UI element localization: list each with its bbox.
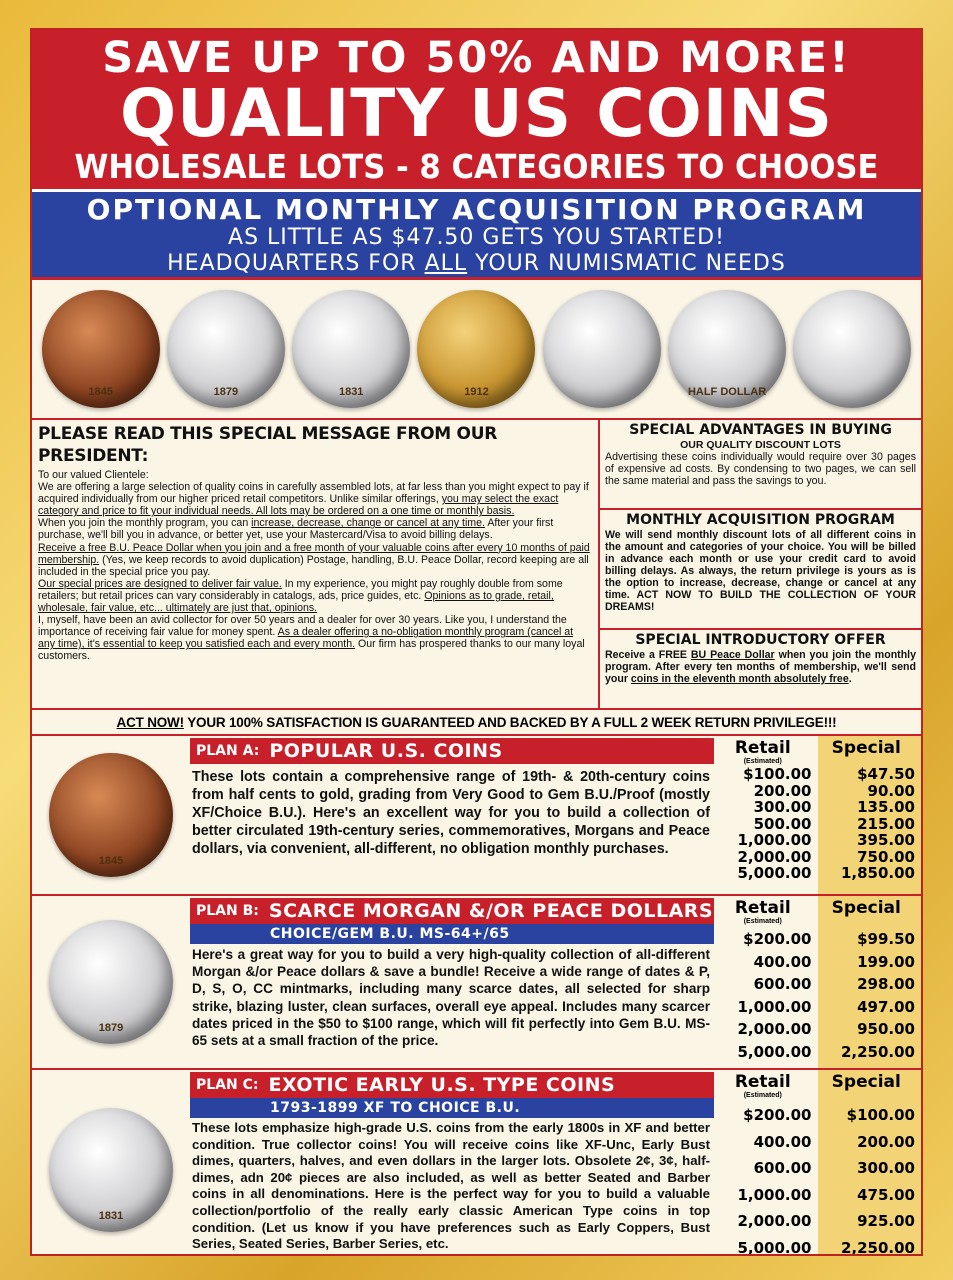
plan-c-retail-price: 400.00: [753, 1132, 812, 1151]
ad-page: [30, 28, 923, 1256]
plan-b-body: [190, 896, 714, 1068]
intro-offer-box: [600, 630, 921, 708]
plan-b: [32, 896, 921, 1070]
estimated-note: (Estimated): [743, 758, 782, 765]
plan-c-name: EXOTIC EARLY U.S. TYPE COINS: [268, 1074, 616, 1096]
plan-b-prices: [714, 896, 921, 1068]
half-cent-coin-image: 1845: [42, 290, 160, 408]
president-message: [32, 420, 600, 708]
plan-a-special-price: 90.00: [867, 781, 915, 800]
plan-b-retail-price: $200.00: [743, 930, 812, 948]
message-title: PLEASE READ THIS SPECIAL MESSAGE FROM OUR PRESIDENT:: [38, 424, 497, 466]
plan-b-special-price: 950.00: [857, 1020, 915, 1038]
plan-a-retail-price: 2,000.00: [737, 847, 812, 866]
monthly-title: MONTHLY ACQUISITION PROGRAM: [626, 512, 895, 528]
message-para-1: We are offering a large selection of quality coins in carefully assembled lots, at far less than you might expect to pay if acquired individually from our higher priced retail competitors. Unlike similar offerings, you may select the exact category and price to fit your individual needs. All lots may be ordered on a one time or monthly basis.: [38, 481, 589, 518]
message-para-4: Our special prices are designed to deliver fair value. In my experience, you might pay roughly double from some retailers; but retail prices can vary considerably in catalogs, ads, price guides, etc. Opinions as to grade, retail, wholesale, fair value, etc... ultimately are just that, opinions.: [38, 577, 563, 615]
plan-c-retail-column: [714, 1070, 818, 1256]
plan-a-description: These lots contain a comprehensive range of 19th- & 20th-century coins from half cents to gold, grading from Very Good to Gem B.U./Proof (mostly XF/Choice B.U.). Here's an excellent way for you to build a collection of better circulated 19th-century series, commemoratives, Morgans and Peace dollars, via convenient, all-different, no obligation monthly purchases.: [192, 769, 710, 857]
advantages-box: [600, 420, 921, 510]
plan-a-special-price: 215.00: [857, 814, 915, 833]
message-section: [32, 420, 921, 710]
program-price-line: AS LITTLE AS $47.50 GETS YOU STARTED!: [228, 225, 725, 250]
special-heading: Special: [831, 1072, 901, 1092]
plan-a-retail-price: 500.00: [753, 814, 812, 833]
plan-b-special-price: 497.00: [857, 997, 915, 1016]
plan-a-prices: [714, 736, 921, 894]
intro-body: Receive a FREE BU Peace Dollar when you join the monthly program. After every ten months of membership, we'll send your coins in the eleventh month absolutely free.: [605, 649, 917, 685]
program-hq-line: HEADQUARTERS FOR ALL YOUR NUMISMATIC NEEDS: [167, 251, 786, 276]
message-para-2: When you join the monthly program, you can increase, decrease, change or cancel at any time. After your first purchase, we'll bill you in advance, or better yet, use your Mastercard/Visa to avoid billing delays.: [38, 517, 554, 542]
plan-b-title-bar: [190, 898, 714, 924]
plan-c-special-column: [818, 1070, 922, 1256]
plan-a-special-column: [818, 736, 922, 894]
plan-c-special-price: 925.00: [857, 1212, 915, 1230]
program-title: OPTIONAL MONTHLY ACQUISITION PROGRAM: [86, 193, 867, 226]
plan-c-retail-price: 5,000.00: [737, 1238, 812, 1256]
estimated-note: (Estimated): [743, 1092, 782, 1099]
plan-b-special-price: 298.00: [857, 975, 915, 993]
plan-b-coin-image: 1879: [49, 920, 173, 1044]
plan-a-retail-price: $100.00: [743, 765, 812, 783]
plan-c-retail-price: 2,000.00: [737, 1212, 812, 1230]
plan-b-retail-column: [714, 896, 818, 1068]
plan-a-special-price: $47.50: [857, 765, 915, 783]
plan-b-description: Here's a great way for you to build a very high-quality collection of all-different Morgan &/or Peace dollars & save a bundle! Receive a wide range of dates & P, D, S, O, CC mintmarks, including many scarce dates, all selected for sharp strike, blazing luster, clean surfaces, overall eye appeal. Includes many scarcer dates priced in the $50 to $100 range, which will fit perfectly into Gem B.U. MS-65 sets at a small fraction of the price.: [192, 947, 710, 1049]
plan-a-coin-image: 1845: [49, 753, 173, 877]
plan-c-special-price: 300.00: [857, 1159, 915, 1177]
morgan-dollar-coin-image: 1879: [167, 290, 285, 408]
plan-c-retail-price: 600.00: [753, 1159, 812, 1177]
plan-a-image: [32, 736, 190, 894]
plan-c-subtitle: 1793-1899 XF TO CHOICE B.U.: [190, 1098, 714, 1118]
special-heading: Special: [831, 738, 901, 758]
plan-b-retail-price: 2,000.00: [737, 1020, 812, 1038]
message-para-5: I, myself, have been an avid collector for over 50 years and a dealer for over 30 years. Like you, I understand the importance of receiving fair value for money spent. As a dealer offering a no-obligation monthly program (cancel at any time), it's essential to keep you satisfied each and every month. Our firm has prospered thanks to our many loyal customers.: [38, 614, 585, 663]
message-para-3: Receive a free B.U. Peace Dollar when you join and a free month of your valuable coins after every 10 months of paid membership. (Yes, we keep records to avoid duplication) Postage, handling, B.U. Peace Dollar, record keeping are all included in the special price you pay.: [38, 541, 590, 578]
plan-a-name: POPULAR U.S. COINS: [269, 740, 503, 762]
plan-a-label: PLAN A:: [196, 743, 260, 759]
plan-b-image: [32, 896, 190, 1068]
plan-c-special-price: $100.00: [846, 1106, 915, 1124]
plan-b-special-price: 199.00: [857, 952, 915, 971]
plan-b-retail-price: 400.00: [753, 952, 812, 971]
plan-c-special-price: 475.00: [857, 1185, 915, 1204]
monthly-body: We will send monthly discount lots of all different coins in the amount and categories of your choice. You will be billed in advance each month or use your credit card to avoid billing delays. As always, the return privilege is yours as is the option to increase, decrease, change or cancel at any time. ACT NOW TO BUILD THE COLLECTION OF YOUR DREAMS!: [605, 529, 916, 613]
plan-a-body: [190, 736, 714, 894]
plan-c-special-price: 200.00: [857, 1132, 915, 1151]
plan-c-image: [32, 1070, 190, 1256]
coin-gallery: [32, 280, 921, 420]
plan-c-retail-price: $200.00: [743, 1106, 812, 1124]
monthly-program-box: [600, 510, 921, 630]
sidebar-boxes: [600, 420, 921, 708]
headline-banner: [32, 30, 921, 192]
plan-c-body: [190, 1070, 714, 1256]
plan-a-retail-column: [714, 736, 818, 894]
plan-a-special-price: 750.00: [857, 847, 915, 866]
headline-wholesale: WHOLESALE LOTS - 8 CATEGORIES TO CHOOSE: [74, 147, 879, 186]
plan-a-retail-price: 200.00: [753, 781, 812, 800]
plan-b-retail-price: 1,000.00: [737, 997, 812, 1016]
plan-c-description: These lots emphasize high-grade U.S. coins from the early 1800s in XF and better condition. True collector coins! You will receive coins like XF-Unc, Early Bust dimes, quarters, halves, and even dollars in the larger lots. Obsolete 2¢, 3¢, half-dimes, adn 20¢ pieces are also included, as well as better Seated and Barber coins in all denominations. Here is the perfect way for you to build a valuable collection/portfolio of the really early classic American Type coins in top condition. (Let us know if you have preferences such as Early Coppers, Bust Series, Seated Series, Barber Series, etc.: [192, 1120, 710, 1252]
plan-b-subtitle: CHOICE/GEM B.U. MS-64+/65: [190, 924, 714, 944]
plan-b-special-column: [818, 896, 922, 1068]
headline-save: SAVE UP TO 50% AND MORE!: [102, 33, 851, 83]
plan-c-special-price: 2,250.00: [840, 1238, 915, 1256]
grant-half-dollar-coin-image: HALF DOLLAR: [668, 290, 786, 408]
plan-c-retail-price: 1,000.00: [737, 1185, 812, 1204]
bust-coin-image: 1831: [292, 290, 410, 408]
plan-c-title-bar: [190, 1072, 714, 1098]
advantages-title: SPECIAL ADVANTAGES IN BUYING: [629, 422, 892, 438]
plan-b-label: PLAN B:: [196, 903, 259, 919]
plan-c-label: PLAN C:: [196, 1077, 259, 1093]
plan-c: [32, 1070, 921, 1256]
standing-liberty-coin-image: [793, 290, 911, 408]
plan-a: [32, 736, 921, 896]
plan-b-retail-price: 600.00: [753, 975, 812, 993]
plan-a-retail-price: 1,000.00: [737, 831, 812, 849]
estimated-note: (Estimated): [743, 918, 782, 925]
message-greeting: To our valued Clientele:: [38, 469, 149, 481]
retail-heading: Retail: [734, 898, 791, 918]
plan-a-special-price: 395.00: [857, 831, 915, 849]
advantages-body: Advertising these coins individually would require over 30 pages of expensive ad costs. By condensing to two pages, we can sell the same material and pass the savings to you.: [605, 451, 916, 487]
retail-heading: Retail: [734, 1072, 791, 1092]
headline-quality-coins: QUALITY US COINS: [119, 75, 834, 152]
retail-heading: Retail: [734, 738, 791, 758]
plan-c-coin-image: 1831: [49, 1108, 173, 1232]
plan-b-name: SCARCE MORGAN &/OR PEACE DOLLARS: [268, 900, 714, 922]
plan-b-special-price: $99.50: [857, 930, 915, 948]
plan-a-special-price: 135.00: [857, 798, 915, 816]
plan-b-retail-price: 5,000.00: [737, 1042, 812, 1061]
guarantee-banner: ACT NOW! YOUR 100% SATISFACTION IS GUARANTEED AND BACKED BY A FULL 2 WEEK RETURN PRIVILEGE!!!: [32, 710, 921, 736]
plan-a-title-bar: [190, 738, 714, 764]
advantages-subtitle: OUR QUALITY DISCOUNT LOTS: [680, 439, 841, 451]
walking-liberty-coin-image: [543, 290, 661, 408]
plan-a-special-price: 1,850.00: [840, 864, 915, 882]
special-heading: Special: [831, 898, 901, 918]
plan-b-special-price: 2,250.00: [840, 1042, 915, 1061]
plan-a-retail-price: 5,000.00: [737, 864, 812, 882]
plan-a-retail-price: 300.00: [753, 798, 812, 816]
plan-c-prices: [714, 1070, 921, 1256]
program-banner: [32, 192, 921, 280]
indian-gold-coin-image: 1912: [417, 290, 535, 408]
intro-title: SPECIAL INTRODUCTORY OFFER: [635, 632, 886, 648]
